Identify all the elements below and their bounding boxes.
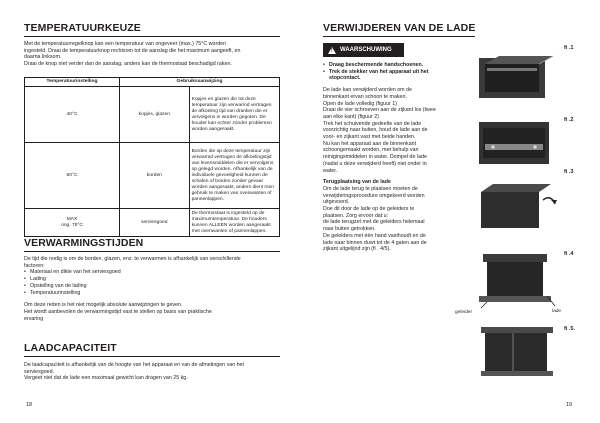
description-cell: Borden die op deze temperatuur zijn verwarmd vertragen de afkoelingstijd van levensmiddelen die er vervolgens op gelegd worden. Afhankelijk van de individuele gevoeligheid kunnen de schalen of borden zonder gevaar worden aangeraakt, anders dient men gebruik te maken van ovenwanten of pannenlappen.: [189, 143, 279, 209]
text-line: Trek het schuivende gedeelte van de lade: [323, 120, 422, 127]
temperature-intro: [24, 41, 284, 68]
text-line: schoongemaakt worden, met behulp van: [323, 147, 419, 154]
use-cell: serviesgoed: [120, 209, 190, 237]
setting-value: ong. 75°C: [61, 222, 83, 228]
figure-1: [477, 52, 561, 104]
table-row: [25, 143, 280, 209]
figure-label: fi .5.: [564, 326, 576, 332]
setting-cell: [25, 209, 120, 237]
text-line: Om de lade terug te plaatsen moeten de: [323, 185, 418, 192]
list-item: • Temperatuurinstelling: [24, 290, 284, 297]
text-line: uitgevoerd.: [323, 199, 350, 206]
text-line: Draai de vier schroeven aan de zijkant los (twee: [323, 107, 436, 114]
warning-list: [323, 62, 458, 82]
text-line: Het wordt aanbevolen de verwarmingstijd vast te stellen op basis van praktische: [24, 308, 212, 315]
text-line: De geleiders met één hand vasthoudt en de: [323, 232, 426, 239]
intro-line: Draai de knop niet verder dan de aanslag, anders kan de thermostaat beschadigd raken.: [24, 61, 232, 68]
figure-label: fi .3: [564, 169, 574, 175]
text-line: water.: [323, 167, 338, 174]
text-line: voor- en zijkant vast met beide handen.: [323, 134, 416, 141]
page-number: 19: [566, 402, 573, 408]
use-cell: kopjes, glazen: [120, 87, 190, 143]
drawer-reinsert-illustration: [477, 323, 561, 381]
list-item: • Draag beschermende handschoenen.: [323, 62, 458, 69]
figure-label: fi .1: [564, 45, 574, 51]
intro-line: ingesteld. Draai de temperatuurknop rechtsom tot de aanslag die het maximum aangeeft, en: [24, 47, 241, 54]
text-line: lade naar binnen duwt tot de 4 gaten aan de: [323, 239, 427, 246]
drawer-guides-illustration: [477, 250, 561, 310]
list-item: • Trek de stekker van het apparaat uit het stopcontact.: [323, 69, 458, 82]
warning-label: WAARSCHUWING: [340, 47, 392, 53]
page-number: 18: [26, 402, 33, 408]
text-line: factoren:: [24, 262, 45, 269]
remove-drawer-heading: VERWIJDEREN VAN DE LADE: [323, 22, 476, 34]
load-capacity-text: [24, 362, 284, 382]
divider: [323, 36, 475, 37]
text-line: plaatsen. Zorg ervoor dat u:: [323, 212, 389, 219]
text-line: Open de lade volledig (figuur 1): [323, 100, 397, 107]
temperature-table: [24, 77, 280, 237]
table-row: [25, 87, 280, 143]
guide-label: geleider: [455, 310, 473, 315]
drawer-screws-illustration: [477, 118, 561, 170]
text-line: Om deze reden is het niet mogelijk absolute aanwijzingen te geven.: [24, 302, 183, 309]
heating-times-heading: VERWARMINGSTIJDEN: [24, 237, 144, 249]
figure-4: [477, 250, 561, 310]
use-cell: borden: [120, 143, 190, 209]
factors-list: [24, 269, 284, 296]
text-line: De lade kan verwijderd worden om de: [323, 87, 412, 94]
divider: [24, 251, 280, 252]
intro-line: Met de temperatuurregelknop kan een temperatuur van ongeveer (max.) 75°C worden: [24, 41, 227, 47]
text-line: Doe dit door de lade op de geleiders te: [323, 206, 415, 213]
load-capacity-heading: LAADCAPACITEIT: [24, 342, 117, 354]
figure-2: [477, 118, 561, 170]
sub-heading: Terugplaatsing van de lade: [323, 179, 391, 186]
figure-label: fi .2: [564, 117, 574, 123]
text-line: zijkant uitgelijnd zijn (fi . 4/5).: [323, 246, 391, 253]
figure-label: fi .4: [564, 251, 574, 257]
text-line: reinigingsmiddelen in water. Dompel de lade: [323, 154, 427, 161]
description-cell: Kopjes en glazen die tot deze temperatuur zijn verwarmd vertragen de afkoeling tijd van dranken die er vervolgens in worden gegoten. De houder kan echter zonder problemen worden aangeraakt.: [189, 87, 279, 143]
warning-badge: [323, 43, 404, 57]
drawer-pull-illustration: [477, 180, 561, 232]
column-header: Gebruiksaanwijzing: [120, 78, 280, 87]
list-item: • Opstelling van de lading: [24, 283, 284, 290]
divider: [24, 36, 280, 37]
figure-3: [477, 180, 561, 232]
text-line: De tijd die nodig is om de borden, glazen, enz. te verwarmen is afhankelijk van verschillende: [24, 256, 241, 262]
text-line: de lade terugzet met de geleiders helemaal: [323, 219, 425, 226]
drawer-label: lade: [552, 309, 562, 314]
table-row: [25, 209, 280, 237]
temperature-heading: TEMPERATUURKEUZE: [24, 22, 141, 34]
text-line: Nu kan het apparaat aan de binnenkant: [323, 140, 417, 147]
removal-instructions: [323, 62, 458, 253]
text-line: De laadcapaciteit is afhankelijk van de hoogte van het apparaat en van de afmetingen van het: [24, 362, 244, 368]
text-line: binnenkant ervan schoon te maken.: [323, 93, 407, 100]
text-line: Vergeet niet dat de lade een maximaal gewicht kan dragen van 25 kg.: [24, 375, 188, 382]
heating-times-text: [24, 256, 284, 322]
figure-5: [477, 323, 561, 381]
column-header: Temperatuurinstelling: [25, 78, 120, 87]
intro-line: daarna linksom.: [24, 54, 62, 61]
table-header-row: [25, 78, 280, 87]
text-line: aan elke kant) (figuur 2): [323, 113, 379, 120]
list-item: • Lading: [24, 276, 284, 283]
text-line: naar buiten getrokken.: [323, 226, 376, 233]
list-item: • Materiaal en dikte van het serviesgoed: [24, 269, 284, 276]
text-line: voorzichtig naar buiten, houd de lade aan de: [323, 127, 428, 134]
description-cell: De thermostaat is ingesteld op de maximumtemperatuur. De houders kunnen ALLEEN worden aangeraakt met ovenwanten of pannenlappen.: [189, 209, 279, 237]
setting-cell: 60°C: [25, 143, 120, 209]
text-line: verwijderingsprocedure omgekeerd worden: [323, 192, 425, 199]
divider: [24, 356, 280, 357]
setting-value: MAX: [66, 216, 78, 222]
setting-cell: 40°C: [25, 87, 120, 143]
warning-icon: !: [328, 47, 336, 54]
text-line: (nadat u deze verwijderd heeft) niet onder in: [323, 160, 427, 167]
text-line: ervaring: [24, 315, 44, 322]
drawer-open-illustration: [477, 52, 561, 104]
text-line: serviesgoed.: [24, 368, 55, 375]
